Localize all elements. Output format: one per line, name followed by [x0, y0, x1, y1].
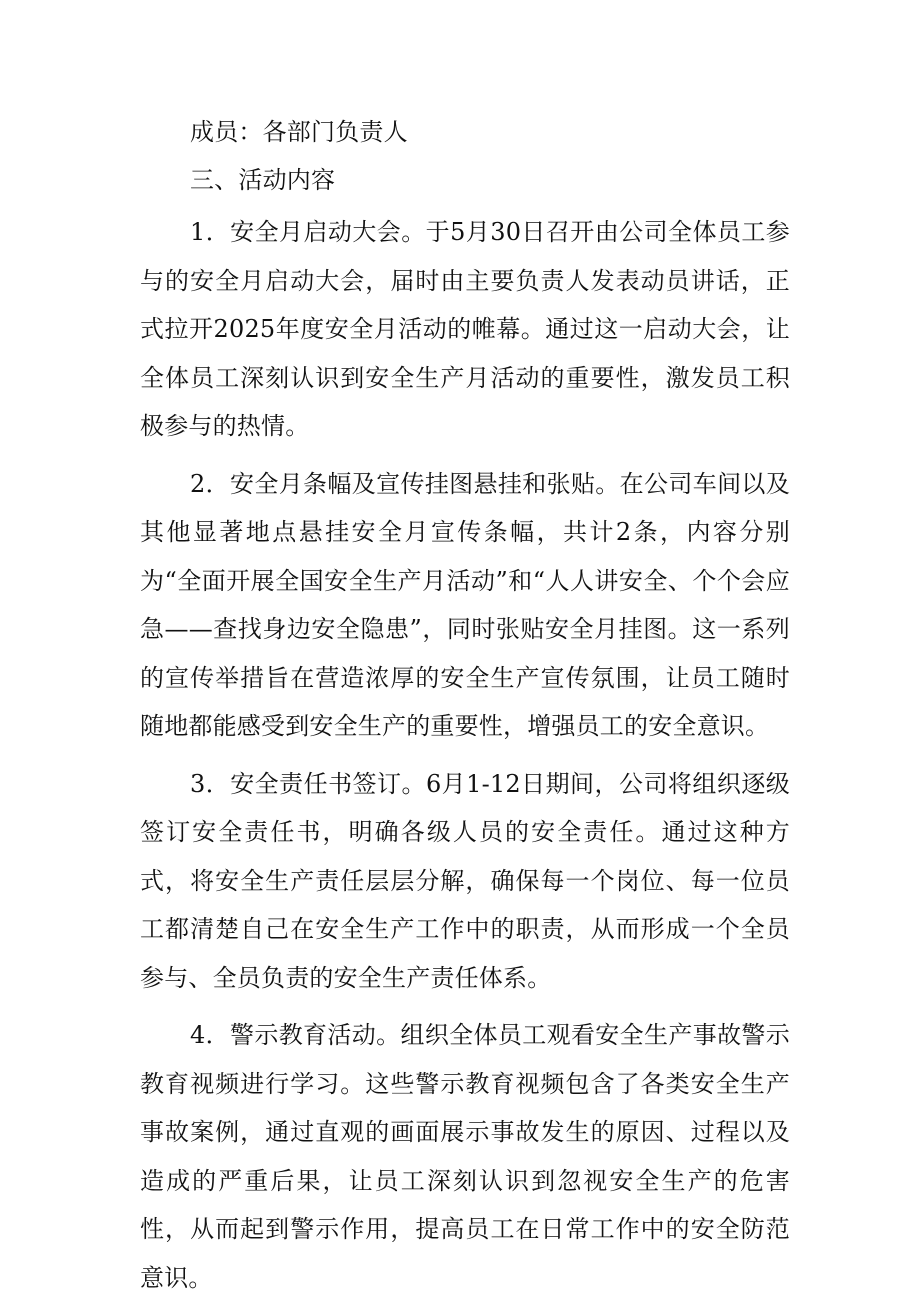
members-line: 成员：各部门负责人	[190, 118, 408, 146]
section-heading: 三、活动内容	[190, 166, 336, 194]
paragraph-3: 3．安全责任书签订。6月1-12日期间，公司将组织逐级签订安全责任书，明确各级人员的安全责任。通过这种方式，将安全生产责任层层分解，确保每一个岗位、每一位员工都清楚自己在安全生产工作中的职责，从而形成一个全员参与、全员负责的安全生产责任体系。	[140, 769, 790, 992]
document-body	[140, 112, 790, 1302]
paragraph-1: 1．安全月启动大会。于5月30日召开由公司全体员工参与的安全月启动大会，届时由主要负责人发表动员讲话，正式拉开2025年度安全月活动的帷幕。通过这一启动大会，让全体员工深刻认识到安全生产月活动的重要性，激发员工积极参与的热情。	[140, 218, 790, 440]
paragraph-2: 2．安全月条幅及宣传挂图悬挂和张贴。在公司车间以及其他显著地点悬挂安全月宣传条幅，共计2条，内容分别为“全面开展全国安全生产月活动”和“人人讲安全、个个会应急——查找身边安全隐患”，同时张贴安全月挂图。这一系列的宣传举措旨在营造浓厚的安全生产宣传氛围，让员工随时随地都能感受到安全生产的重要性，增强员工的安全意识。	[140, 469, 790, 740]
paragraph-4: 4．警示教育活动。组织全体员工观看安全生产事故警示教育视频进行学习。这些警示教育视频包含了各类安全生产事故案例，通过直观的画面展示事故发生的原因、过程以及造成的严重后果，让员工深刻认识到忽视安全生产的危害性，从而起到警示作用，提高员工在日常工作中的安全防范意识。	[140, 1021, 790, 1292]
